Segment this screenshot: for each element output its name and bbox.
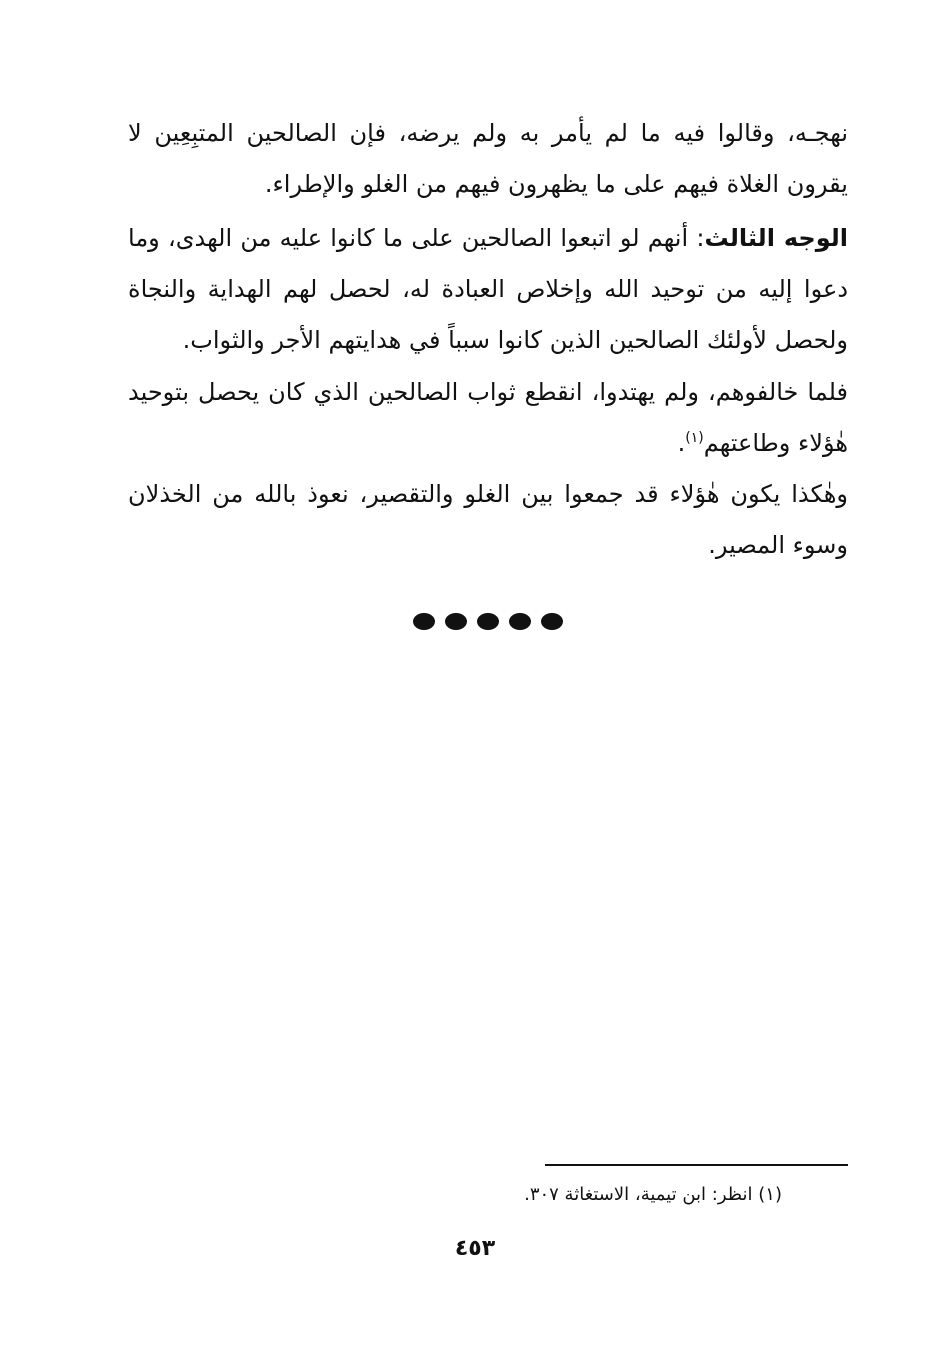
section-heading-third-aspect: الوجه الثالث	[704, 224, 848, 252]
separator-dot	[509, 613, 531, 630]
paragraph-1	[128, 108, 848, 210]
paragraph-3	[128, 367, 848, 469]
footnote-reference: (١)	[685, 430, 704, 446]
separator-dot	[541, 613, 563, 630]
paragraph-2-text: : أنهم لو اتبعوا الصالحين على ما كانوا عليه من الهدى، وما دعوا إليه من توحيد الله وإخلاص العبادة له، لحصل لهم الهداية والنجاة ولحصل لأولئك الصالحين الذين كانوا سبباً في هدايتهم الأجر والثواب.	[128, 224, 848, 354]
paragraph-2-body	[128, 213, 848, 366]
page-number: ٤٥٣	[454, 1236, 496, 1261]
footnote: (١) انظر: ابن تيمية، الاستغاثة ٣٠٧.	[524, 1184, 782, 1205]
paragraph-3-body	[128, 367, 848, 469]
paragraph-3-text: فلما خالفوهم، ولم يهتدوا، انقطع ثواب الصالحين الذي كان يحصل بتوحيد هٰؤلاء وطاعتهم	[128, 378, 848, 457]
paragraph-2	[128, 213, 848, 366]
paragraph-3-end: .	[677, 429, 686, 457]
separator-dot	[445, 613, 467, 630]
separator-dot	[413, 613, 435, 630]
separator-dot	[477, 613, 499, 630]
paragraph-1-text: نهجـه، وقالوا فيه ما لم يأمر به ولم يرضه، فإن الصالحين المتبِعِين لا يقرون الغلاة فيهم على ما يظهرون فيهم من الغلو والإطراء.	[128, 119, 848, 198]
paragraph-4	[128, 469, 848, 571]
section-separator	[413, 611, 563, 631]
footnote-divider	[545, 1164, 848, 1166]
paragraph-4-text: وهٰكذا يكون هٰؤلاء قد جمعوا بين الغلو والتقصير، نعوذ بالله من الخذلان وسوء المصير.	[128, 480, 848, 559]
